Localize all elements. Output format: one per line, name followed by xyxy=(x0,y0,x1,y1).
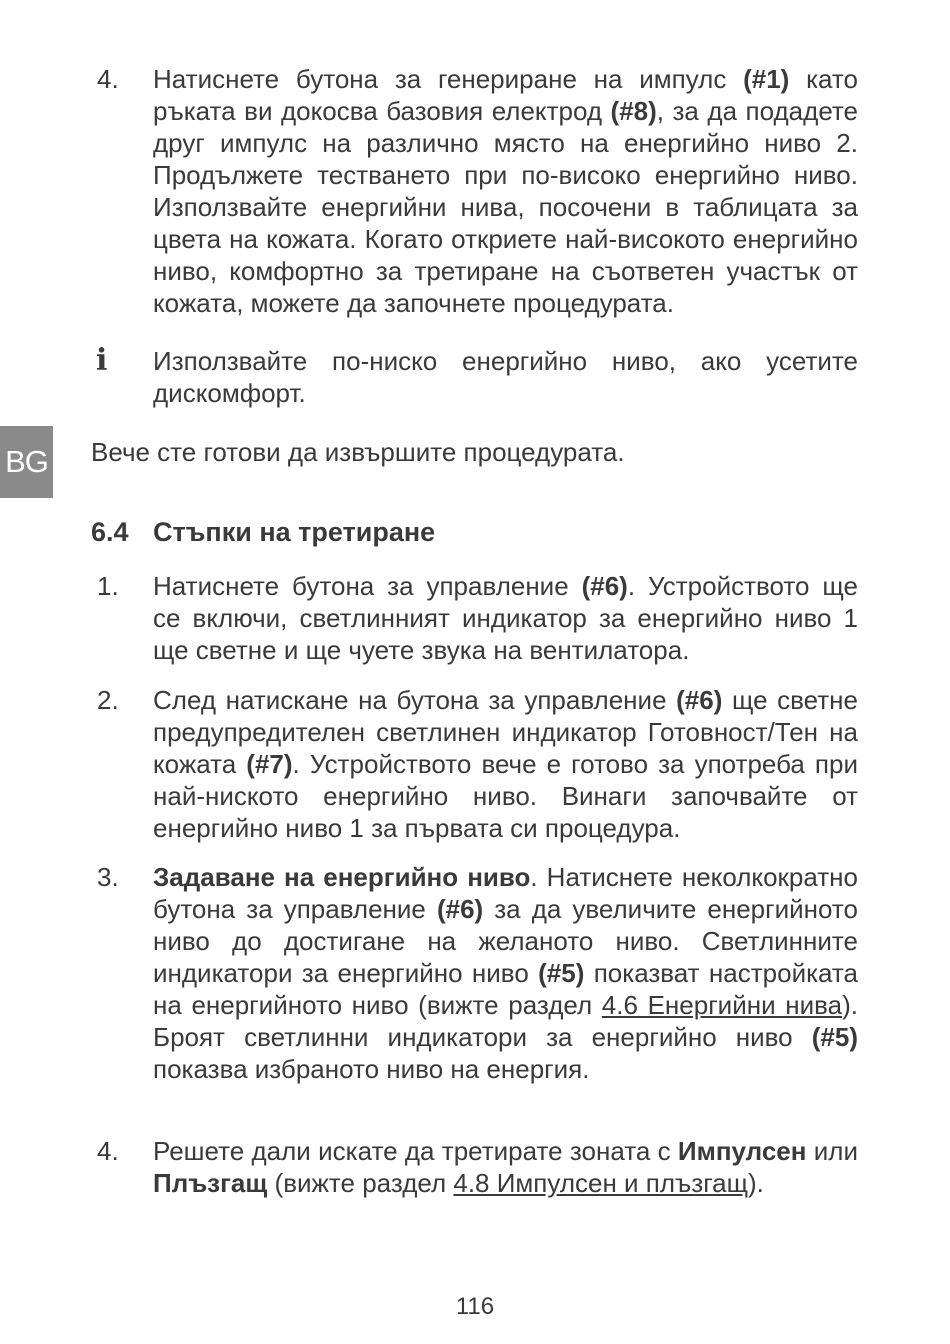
step-number: 1. xyxy=(97,571,119,601)
mode-bold: Плъзгащ xyxy=(153,1168,268,1198)
step-heading-bold: Задаване на енергийно ниво xyxy=(153,862,531,892)
text-run: ). xyxy=(747,1168,764,1198)
text-run: показват настройката на енергийното ниво (вижте раздел xyxy=(153,958,859,1020)
ref-bold: (#8) xyxy=(610,96,657,126)
step-text xyxy=(153,861,858,1085)
ref-bold: (#6) xyxy=(581,571,628,601)
list-item-number: 4. xyxy=(97,64,119,94)
text-run: ). Броят светлинни индикатори за енергийно ниво xyxy=(153,990,858,1052)
info-icon: i xyxy=(96,343,108,378)
text-run: . Натиснете неколкократно бутона за управление xyxy=(153,862,858,924)
step-text xyxy=(153,570,858,666)
step-number: 3. xyxy=(97,862,119,892)
text-run: Натиснете бутона за генериране на импулс xyxy=(153,64,744,94)
ready-text: Вече сте готови да извършите процедурата. xyxy=(91,437,625,467)
ref-bold: (#7) xyxy=(246,749,293,779)
language-tab: BG xyxy=(0,426,53,498)
mode-bold: Импулсен xyxy=(677,1136,807,1166)
ref-bold: (#6) xyxy=(436,894,484,924)
section-number: 6.4 xyxy=(91,517,129,547)
step-number: 4. xyxy=(97,1136,119,1166)
ref-bold: (#5) xyxy=(811,1022,858,1052)
list-item-text xyxy=(153,63,858,319)
text-run: След натискане на бутона за управление xyxy=(153,685,677,715)
text-run: показва избраното ниво на енергия. xyxy=(153,1054,590,1084)
ref-bold: (#5) xyxy=(538,958,585,988)
text-run: за да увеличите енергийното ниво до достигане на желаното ниво. Светлинните индикатори за енергийно ниво xyxy=(153,894,858,988)
text-run: Натиснете бутона за управление xyxy=(153,571,582,601)
ref-bold: (#6) xyxy=(676,685,723,715)
section-link[interactable]: 4.8 Импулсен и плъзгащ xyxy=(453,1168,748,1198)
text-run: ще светне предупредителен светлинен индикатор Готовност/Тен на кожата xyxy=(153,685,858,779)
text-run: или xyxy=(806,1136,858,1166)
text-run: (вижте раздел xyxy=(267,1168,454,1198)
info-note-text: Използвайте по-ниско енергийно ниво, ако усетите дискомфорт. xyxy=(153,346,858,408)
section-title: Стъпки на третиране xyxy=(153,517,436,547)
step-number: 2. xyxy=(97,685,119,715)
section-link[interactable]: 4.6 Енергийни нива xyxy=(601,990,843,1020)
text-run: . Устройството вече е готово за употреба при най-ниското енергийно ниво. Винаги започвайте от енергийно ниво 1 за първата си процедура. xyxy=(153,749,858,843)
ref-bold: (#1) xyxy=(743,64,790,94)
text-run: Решете дали искате да третирате зоната с xyxy=(153,1136,678,1166)
text-run: . Устройството ще се включи, светлинният индикатор за енергийно ниво 1 ще светне и ще чуете звука на вентилатора. xyxy=(153,571,858,665)
page-number: 116 xyxy=(455,1293,495,1320)
text-run: като ръката ви докосва базовия електрод xyxy=(153,64,858,126)
step-text xyxy=(153,1135,858,1199)
step-text xyxy=(153,684,858,844)
text-run: , за да подадете друг импулс на различно място на енергийно ниво 2. Продължете тестването при по-високо енергийно ниво. Използвайте енергийни нива, посочени в таблицата за цвета на кожата. Когато откриете най-високото енергийно ниво, комфортно за третиране на съответен участък от кожата, можете да започнете процедурата. xyxy=(153,96,858,318)
